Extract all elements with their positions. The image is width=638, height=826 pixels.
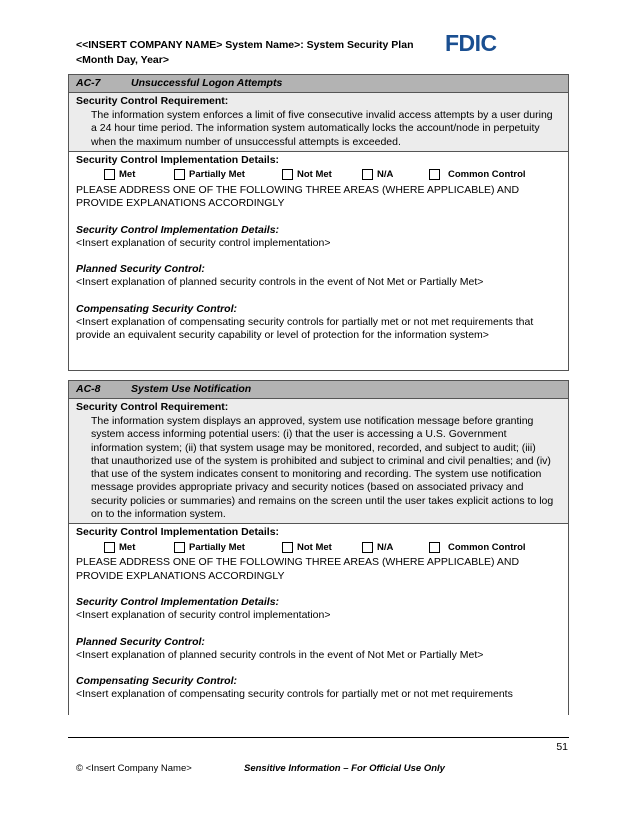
- checkbox-partially-met[interactable]: [174, 169, 282, 180]
- requirement-text: The information system enforces a limit of five consecutive invalid access attempts by a user during a 24 hour time period. The information system automatically locks the account/node in perpetuity when the maximum number of unsuccessful attempts is exceeded.: [91, 109, 553, 148]
- control-name: Unsuccessful Logon Attempts: [131, 77, 283, 89]
- header-title: <<INSERT COMPANY NAME> System Name>: System Security Plan: [76, 39, 414, 51]
- requirement-label: Security Control Requirement:: [76, 95, 229, 107]
- checkbox-met[interactable]: [104, 542, 174, 553]
- control-name: System Use Notification: [131, 383, 252, 395]
- fdic-logo-text: FDIC: [445, 30, 497, 55]
- checkbox-icon[interactable]: [429, 542, 440, 553]
- checkbox-label: Not Met: [297, 169, 332, 181]
- requirement-section: [69, 399, 568, 524]
- checkbox-icon[interactable]: [429, 169, 440, 180]
- checkbox-common-control[interactable]: [429, 169, 526, 180]
- checkbox-not-met[interactable]: [282, 542, 362, 553]
- checkbox-label: Common Control: [448, 169, 526, 181]
- checkbox-na[interactable]: [362, 542, 429, 553]
- checkbox-label: Met: [119, 169, 136, 181]
- impl-heading: Security Control Implementation Details:: [76, 596, 280, 609]
- checkbox-label: Not Met: [297, 541, 332, 553]
- address-instructions: PLEASE ADDRESS ONE OF THE FOLLOWING THREE AREAS (WHERE APPLICABLE) AND PROVIDE EXPLANATIONS ACCORDINGLY: [76, 556, 520, 582]
- header-date: <Month Day, Year>: [76, 54, 169, 66]
- compensating-heading: Compensating Security Control:: [76, 675, 238, 688]
- checkbox-na[interactable]: [362, 169, 429, 180]
- checkbox-icon[interactable]: [282, 542, 293, 553]
- checkbox-partially-met[interactable]: [174, 542, 282, 553]
- compensating-text: <Insert explanation of compensating security controls for partially met or not met requirements: [76, 688, 513, 701]
- fdic-logo: [444, 29, 504, 55]
- planned-heading: Planned Security Control:: [76, 263, 205, 276]
- control-title-row: [69, 75, 568, 93]
- document-header: [76, 38, 413, 68]
- checkbox-label: N/A: [377, 541, 394, 553]
- implementation-label: Security Control Implementation Details:: [76, 526, 280, 539]
- checkbox-icon[interactable]: [104, 542, 115, 553]
- checkbox-label: Partially Met: [189, 169, 245, 181]
- implementation-section: [69, 524, 568, 705]
- status-checkboxes: [69, 539, 568, 555]
- checkbox-icon[interactable]: [174, 169, 185, 180]
- planned-heading: Planned Security Control:: [76, 635, 205, 648]
- impl-text: <Insert explanation of security control implementation>: [76, 236, 331, 249]
- checkbox-label: Met: [119, 541, 136, 553]
- control-id: AC-8: [76, 383, 101, 395]
- control-id: AC-7: [76, 77, 101, 89]
- checkbox-label: Partially Met: [189, 541, 245, 553]
- compensating-text: <Insert explanation of compensating security controls for partially met or not met requirements that provide an equivalent security capability or level of protection for the information system>: [76, 315, 534, 342]
- footer-divider: [68, 737, 569, 738]
- footer-classification: Sensitive Information – For Official Use Only: [244, 763, 445, 774]
- checkbox-label: Common Control: [448, 541, 526, 553]
- checkbox-icon[interactable]: [362, 169, 373, 180]
- planned-text: <Insert explanation of planned security controls in the event of Not Met or Partially Met>: [76, 648, 484, 661]
- requirement-label: Security Control Requirement:: [76, 401, 229, 413]
- impl-heading: Security Control Implementation Details:: [76, 223, 280, 236]
- control-ac8: [68, 380, 569, 715]
- implementation-section: [69, 152, 568, 346]
- planned-text: <Insert explanation of planned security controls in the event of Not Met or Partially Met>: [76, 276, 484, 289]
- footer-copyright: © <Insert Company Name>: [76, 763, 192, 774]
- impl-text: <Insert explanation of security control implementation>: [76, 609, 331, 622]
- control-ac7: [68, 74, 569, 371]
- status-checkboxes: [69, 167, 568, 183]
- compensating-heading: Compensating Security Control:: [76, 302, 238, 315]
- checkbox-met[interactable]: [104, 169, 174, 180]
- implementation-label: Security Control Implementation Details:: [76, 153, 280, 166]
- control-title-row: [69, 381, 568, 399]
- checkbox-label: N/A: [377, 169, 394, 181]
- checkbox-not-met[interactable]: [282, 169, 362, 180]
- checkbox-icon[interactable]: [174, 542, 185, 553]
- checkbox-common-control[interactable]: [429, 542, 526, 553]
- checkbox-icon[interactable]: [104, 169, 115, 180]
- requirement-text: The information system displays an approved, system use notification message before granting system access informing potential users: (i) that the user is accessing a U.S. Government information system; (ii) that system usage may be monitored, recorded, and subject to audit; (iii) that unauthorized use of the system is prohibited and subject to criminal and civil penalties; and (iv) that use of the system indicates consent to monitoring and recording. The system use notification message provides appropriate privacy and security notices (based on associated privacy and security policies or summaries) and remains on the screen until the user takes explicit actions to log on to the information system.: [91, 415, 554, 521]
- checkbox-icon[interactable]: [282, 169, 293, 180]
- address-instructions: PLEASE ADDRESS ONE OF THE FOLLOWING THREE AREAS (WHERE APPLICABLE) AND PROVIDE EXPLANATIONS ACCORDINGLY: [76, 183, 520, 210]
- checkbox-icon[interactable]: [362, 542, 373, 553]
- requirement-section: [69, 93, 568, 152]
- page-number: 51: [556, 741, 568, 753]
